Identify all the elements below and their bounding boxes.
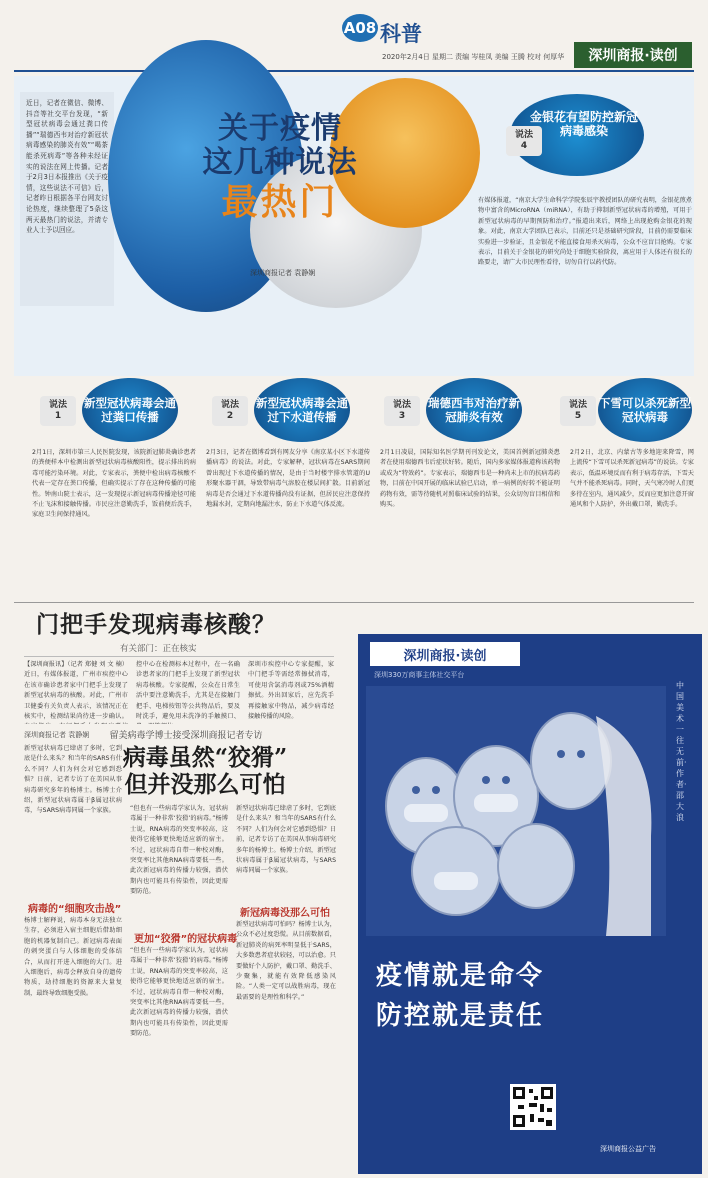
- ad-subtitle: 深圳330万商事主体社交平台: [374, 671, 465, 679]
- door-col-3: 深圳市疾控中心专家提醒，家中门把手等需经常擦拭消毒，可使用含氯消毒剂或75%酒精擦拭。外出回家后，应先洗手再接触家中物品，减少病毒经接触传播的风险。: [248, 661, 334, 721]
- say-4-text: 金银花有望防控新冠病毒感染: [530, 110, 639, 138]
- say-label: 说法: [220, 400, 239, 410]
- say-2-tag: [212, 396, 248, 426]
- say-label: 说法: [392, 400, 411, 410]
- say-number: 5: [574, 411, 582, 421]
- say-5-body: 2月2日，北京、内蒙古等多地迎来降雪，网上流传“下雪可以杀死新冠病毒”的说法。专家表示，低温环境反而有利于病毒存活，下雪天气并不能杀死病毒。同时，天气寒冷时人们更多待在室内，通风减少，反而应更加注意开窗通风和个人防护，外出戴口罩，勤洗手。: [570, 449, 694, 509]
- say-3-body: 2月1日凌晨，国际知名医学期刊刊发论文，美国首例新冠肺炎患者在使用瑞德西韦后症状好转。随后，国内多家媒体报道称该药物或成为“特效药”。专家表示，瑞德西韦是一种尚未上市的抗病毒药物，目前在中国开展的临床试验已启动，单一病例的好转不能证明药物有效，需等待随机对照临床试验的结果，公众切勿盲目相信和购买。: [380, 449, 560, 509]
- header-divider: [14, 70, 694, 72]
- door-col-2: 控中心在检测标本过程中，在一名确诊患者家的门把手上发现了新型冠状病毒核酸。专家提醒，公众在日常生活中要注意勤洗手，尤其是在接触门把手、电梯按钮等公共物品后，要及时洗手，避免用未洗净的手触摸口、: [136, 661, 240, 721]
- interview-subhead-3: 新冠病毒没那么可怕: [240, 908, 330, 919]
- say-1-bubble: 新型冠状病毒会通过粪口传播: [82, 378, 178, 442]
- qr-code[interactable]: [510, 1084, 556, 1130]
- say-number: 1: [54, 411, 62, 421]
- interview-body-2: “但也有一些病毒学家认为，冠状病毒属于一种非常‘狡猾’的病毒。”杨博士说，RNA病毒的突变率较高，这使得它能够更快地适应新的宿主。不过，冠状病毒自带一种校对酶，突变率比其他RNA病毒要低一些。此次新冠病毒的传播力较强，潜伏期内也可能具有传染性，因此更需要防范。: [130, 947, 228, 1038]
- say-number: 2: [226, 411, 234, 421]
- interview-intro: 新型冠状病毒已肆虐了多时，它到底是什么来头？和当年的SARS有什么不同？人们为何会对它感到恐惧？日前，记者专访了在美国从事病毒研究多年的杨博士。杨博士介绍，新型冠状病毒属于β属冠状病毒，与SARS病毒同属一个家族。: [24, 745, 122, 815]
- door-headline: 门把手发现病毒核酸？: [36, 611, 276, 638]
- slogan-line-1: 疫情就是命令: [376, 961, 545, 991]
- title-line-3: 最热门: [221, 181, 339, 223]
- interview-body-3a: 新型冠状病毒已肆虐了多时，它到底是什么来头？和当年的SARS有什么不同？人们为何会对它感到恐惧？日前，记者专访了在美国从事病毒研究多年的杨博士。杨博士介绍，新型冠状病毒属于β属冠状病毒，与SARS病毒同属一个家族。: [236, 805, 336, 875]
- interview-body-2a: “但也有一些病毒学家认为，冠状病毒属于一种非常‘狡猾’的病毒。”杨博士说，RNA病毒的突变率较高，这使得它能够更快地适应新的宿主。不过，冠状病毒自带一种校对酶，突变率比其他RNA病毒要低一些。此次新冠病毒的传播力较强，潜伏期内也可能具有传染性，因此更需要防范。: [130, 805, 228, 896]
- masthead-logo: 深圳商报·读创: [574, 42, 692, 68]
- say-1-body: 2月1日，深圳市第三人民医院发现，该院新冠肺炎确诊患者的粪便样本中检测出新型冠状病毒核酸阳性，提示排出的病毒可能污染环境。对此，专家表示，粪便中检出病毒核酸不代表一定存在粪口传播，但确实提示了存在这种传播的可能性。钟南山院士表示，这一发现提示新冠病毒传播途径可能不止飞沫和接触传播。市民应注意勤洗手，饭前便后洗手，家庭卫生间保持通风。: [32, 449, 196, 519]
- section-title: 科普: [380, 21, 422, 46]
- section-divider: [14, 602, 694, 603]
- say-2-bubble: 新型冠状病毒会通过下水道传播: [254, 378, 350, 442]
- say-4-body: 有媒体报道，“南京大学生命科学学院张辰宇教授团队的研究表明，金银花煎煮物中富含的MicroRNA（miRNA），有助于抑制新型冠状病毒的增殖，可用于新型冠状病毒的早期预防和治疗。”报道出来后，网络上出现抢购金银花的现象。对此，南京大学团队已表示，目前还只是基础研究阶段，目前仍需要临床实验进一步验证，且金银花不能直接食用杀灭病毒，公众不应盲目抢购。专家表示，目前关于金银花的研究尚处于细胞实验阶段，离应用于人体还有很长的路要走，请广大市民理性看待，切勿自行以药代防。: [478, 197, 692, 267]
- say-number: 3: [398, 411, 406, 421]
- interview-subhead-2: 更加“狡猾”的冠状病毒: [134, 934, 238, 945]
- medical-workers-illustration: [366, 686, 666, 936]
- say-5-bubble: 下雪可以杀死新型冠状病毒: [598, 378, 692, 442]
- say-label: 说法: [514, 130, 533, 140]
- reporter-byline: 深圳商报记者 袁静娴: [250, 269, 316, 277]
- ad-footer: 深圳商报公益广告: [600, 1145, 656, 1153]
- feature-title: [170, 112, 390, 224]
- interview-body-3: 新型冠状病毒可怕吗？杨博士认为，公众不必过度恐慌。从目前数据看，新冠肺炎的病死率明显低于SARS，大多数患者症状较轻，可以治愈。只要做好个人防护，戴口罩、勤洗手、少聚集，就能有效降低感染风险。“人类一定可以战胜病毒，现在最需要的是理性和科学。”: [236, 921, 336, 1001]
- say-label: 说法: [48, 400, 67, 410]
- headline-line-1: 病毒虽然“狡猾”: [122, 744, 288, 771]
- say-3-bubble: 瑞德西韦对治疗新冠肺炎有效: [426, 378, 522, 442]
- ad-slogan: [376, 956, 676, 1036]
- issue-meta: 2020年2月4日 星期二 责编 岑桂凤 美编 王腾 校对 何厚华: [382, 53, 565, 61]
- title-line-2: 这几种说法: [202, 145, 358, 180]
- say-label: 说法: [568, 400, 587, 410]
- ad-masthead: 深圳商报·读创: [370, 642, 520, 666]
- say-number: 4: [520, 141, 528, 151]
- interview-kicker: 留美病毒学博士接受深圳商报记者专访: [109, 731, 263, 741]
- slogan-line-2: 防控就是责任: [376, 1001, 545, 1031]
- title-line-1: 关于疫情: [218, 111, 342, 146]
- door-col-1: 【深圳商报讯】（记者 郑健 刘 文 楠）近日，有媒体报道，广州市疾控中心在该市确诊患者家中门把手上发现了新型冠状病毒的核酸。对此，广州市卫健委有关负责人表示，该情况正在核实中，检测结果尚待进一步确认。: [24, 661, 128, 721]
- page-number-badge: A08: [342, 14, 378, 42]
- headline-line-2: 但并没那么可怕: [124, 771, 286, 798]
- door-rule: [24, 656, 334, 657]
- say-2-body: 2月3日，记者在微博看到有网友分享《南京某小区下水道传播病毒》的说法。对此，专家解释，冠状病毒在SARS期间曾出现过下水道传播的情况，是由于当时楼宇排水管道的U形聚水器干涸，导致带病毒气溶胶在楼层间扩散。目前新冠病毒是否会通过下水道传播尚没有证据，但居民应注意保持地漏水封，定期向地漏注水，防止下水道气体反流。: [206, 449, 370, 509]
- say-3-tag: [384, 396, 420, 426]
- door-subheadline: 有关部门：正在核实: [120, 644, 197, 654]
- interview-body-1: 杨博士解释说，病毒本身无法独立生存，必须进入宿主细胞后借助细胞的机器复制自己。新冠病毒表面的刺突蛋白与人体细胞的受体结合，从而打开进入细胞的大门。进入细胞后，病毒会释放自身的遗传物质，劫持细胞的资源来大量复制，最终导致细胞受损。: [24, 917, 122, 997]
- say-5-tag: [560, 396, 596, 426]
- interview-byline: 深圳商报记者 袁静娴: [24, 731, 90, 739]
- feature-intro: 近日，记者在微信、微博、抖音等社交平台发现，“新型冠状病毒会通过粪口传播”“瑞德西韦对治疗新冠状病毒感染的肺炎有效”“喝茶能杀死病毒”等各种未经证实的说法在网上传播。记者于2月3日本报推出《关于疫情，这些说法不可信》后，记者昨日根据各平台网友讨论热度，继续整理了5条这两天最热门的说法，并请专业人士予以回应。: [26, 99, 108, 235]
- interview-subhead-1: 病毒的“细胞攻击战”: [28, 904, 122, 915]
- ad-side-caption: 中国美术一往无前·作者·邵大浪: [676, 681, 687, 822]
- say-4-tag: [506, 126, 542, 156]
- say-1-tag: [40, 396, 76, 426]
